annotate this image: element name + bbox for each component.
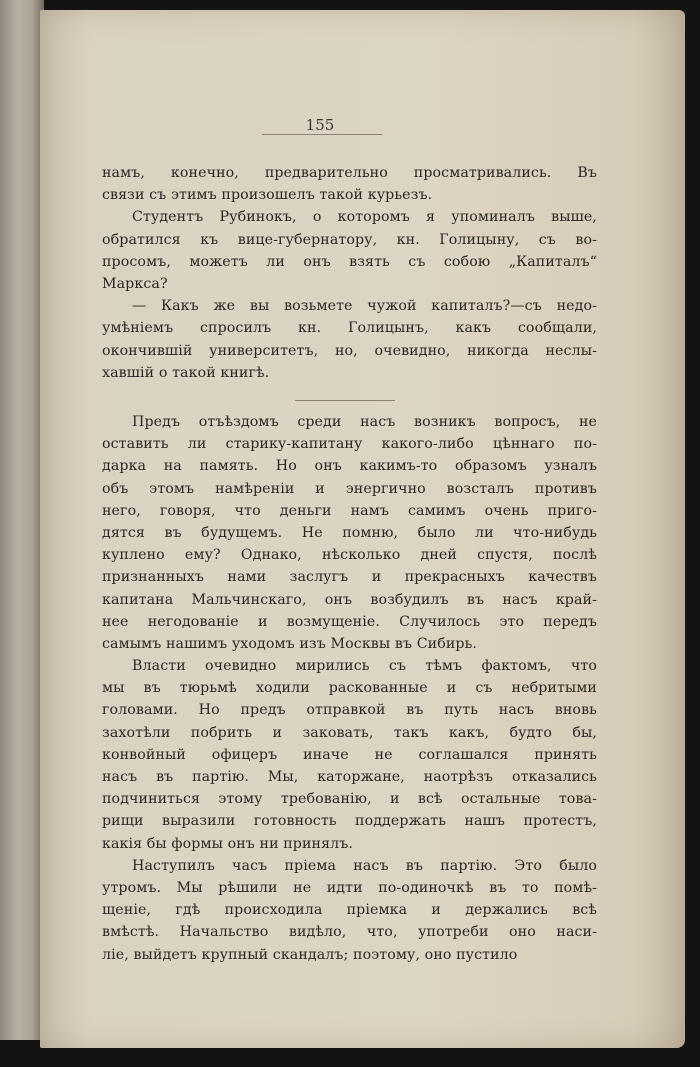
text-line: щеніе, гдѣ происходила пріемка и держались всѣ xyxy=(102,902,597,919)
facing-page-edge xyxy=(0,0,44,1040)
text-line: головами. Но предъ отправкой въ путь насъ вновь xyxy=(102,702,597,719)
text-block-2 xyxy=(102,411,597,966)
text-line: Власти очевидно мирились съ тѣмъ фактомъ, что xyxy=(132,658,597,675)
text-line: мы въ тюрьмѣ ходили раскованные и съ небритыми xyxy=(102,680,597,697)
text-line: самымъ нашимъ уходомъ изъ Москвы въ Сибирь. xyxy=(102,635,478,652)
text-block-1 xyxy=(102,162,597,384)
book-page xyxy=(40,10,685,1048)
text-line: дятся въ будущемъ. Не помню, было ли что-нибудь xyxy=(102,524,597,541)
text-line: связи съ этимъ произошелъ такой курьезъ. xyxy=(102,187,433,204)
text-line: куплено ему? Однако, нѣсколько дней спустя, послѣ xyxy=(102,547,597,564)
text-line: Предъ отъѣздомъ среди насъ возникъ вопросъ, не xyxy=(132,414,597,430)
section-divider xyxy=(295,400,395,401)
text-line: Маркса? xyxy=(102,275,168,292)
text-line: него, говоря, что деньги намъ самимъ очень приго- xyxy=(102,502,597,519)
text-line: дарка на память. Но онъ какимъ-то образомъ узналъ xyxy=(102,458,597,475)
text-line: просомъ, можетъ ли онъ взять съ собою „Капиталъ“ xyxy=(102,253,597,270)
text-line: признанныхъ нами заслугъ и прекрасныхъ качествъ xyxy=(102,569,597,586)
text-line: утромъ. Мы рѣшили не идти по-одиночкѣ въ то помѣ- xyxy=(102,879,597,896)
text-line: насъ въ партію. Мы, каторжане, наотрѣзъ отказались xyxy=(102,769,597,785)
text-line: — Какъ же вы возьмете чужой капиталъ?—съ недо- xyxy=(132,298,597,315)
text-line: какія бы формы онъ ни принялъ. xyxy=(102,835,354,852)
text-line: ліе, выйдетъ крупный скандалъ; поэтому, оно пустило xyxy=(102,946,518,963)
text-line: хавшій о такой книгѣ. xyxy=(102,364,270,381)
text-line: окончившій университетъ, но, очевидно, никогда неслы- xyxy=(102,342,597,359)
text-line: конвойный офицеръ иначе не соглашался принять xyxy=(102,746,597,763)
text-line: нее негодованіе и возмущеніе. Случилось это передъ xyxy=(102,613,597,630)
text-line: обратился къ вице-губернатору, кн. Голицыну, съ во- xyxy=(102,231,597,248)
header-rule xyxy=(262,134,382,135)
text-line: захотѣли побрить и заковать, такъ какъ, будто бы, xyxy=(102,724,597,741)
text-line: подчиниться этому требованію, и всѣ остальные това- xyxy=(102,791,597,808)
text-line: Наступилъ часъ пріема насъ въ партію. Это было xyxy=(132,857,597,874)
text-line: объ этомъ намѣреніи и энергично возсталъ противъ xyxy=(102,480,597,497)
text-line: Студентъ Рубинокъ, о которомъ я упоминалъ выше, xyxy=(132,209,597,226)
text-line: рищи выразили готовность поддержать нашъ протестъ, xyxy=(102,813,597,830)
text-line: капитана Мальчинскаго, онъ возбудилъ въ насъ край- xyxy=(102,591,597,608)
text-line: вмѣстѣ. Начальство видѣло, что, употреби оно наси- xyxy=(102,924,597,941)
text-line: умѣніемъ спросилъ кн. Голицынъ, какъ сообщали, xyxy=(102,320,597,337)
text-line: намъ, конечно, предварительно просматривались. Въ xyxy=(102,165,597,181)
text-line: оставить ли старику-капитану какого-либо цѣннаго по- xyxy=(102,436,597,453)
page-number: 155 xyxy=(305,116,335,134)
